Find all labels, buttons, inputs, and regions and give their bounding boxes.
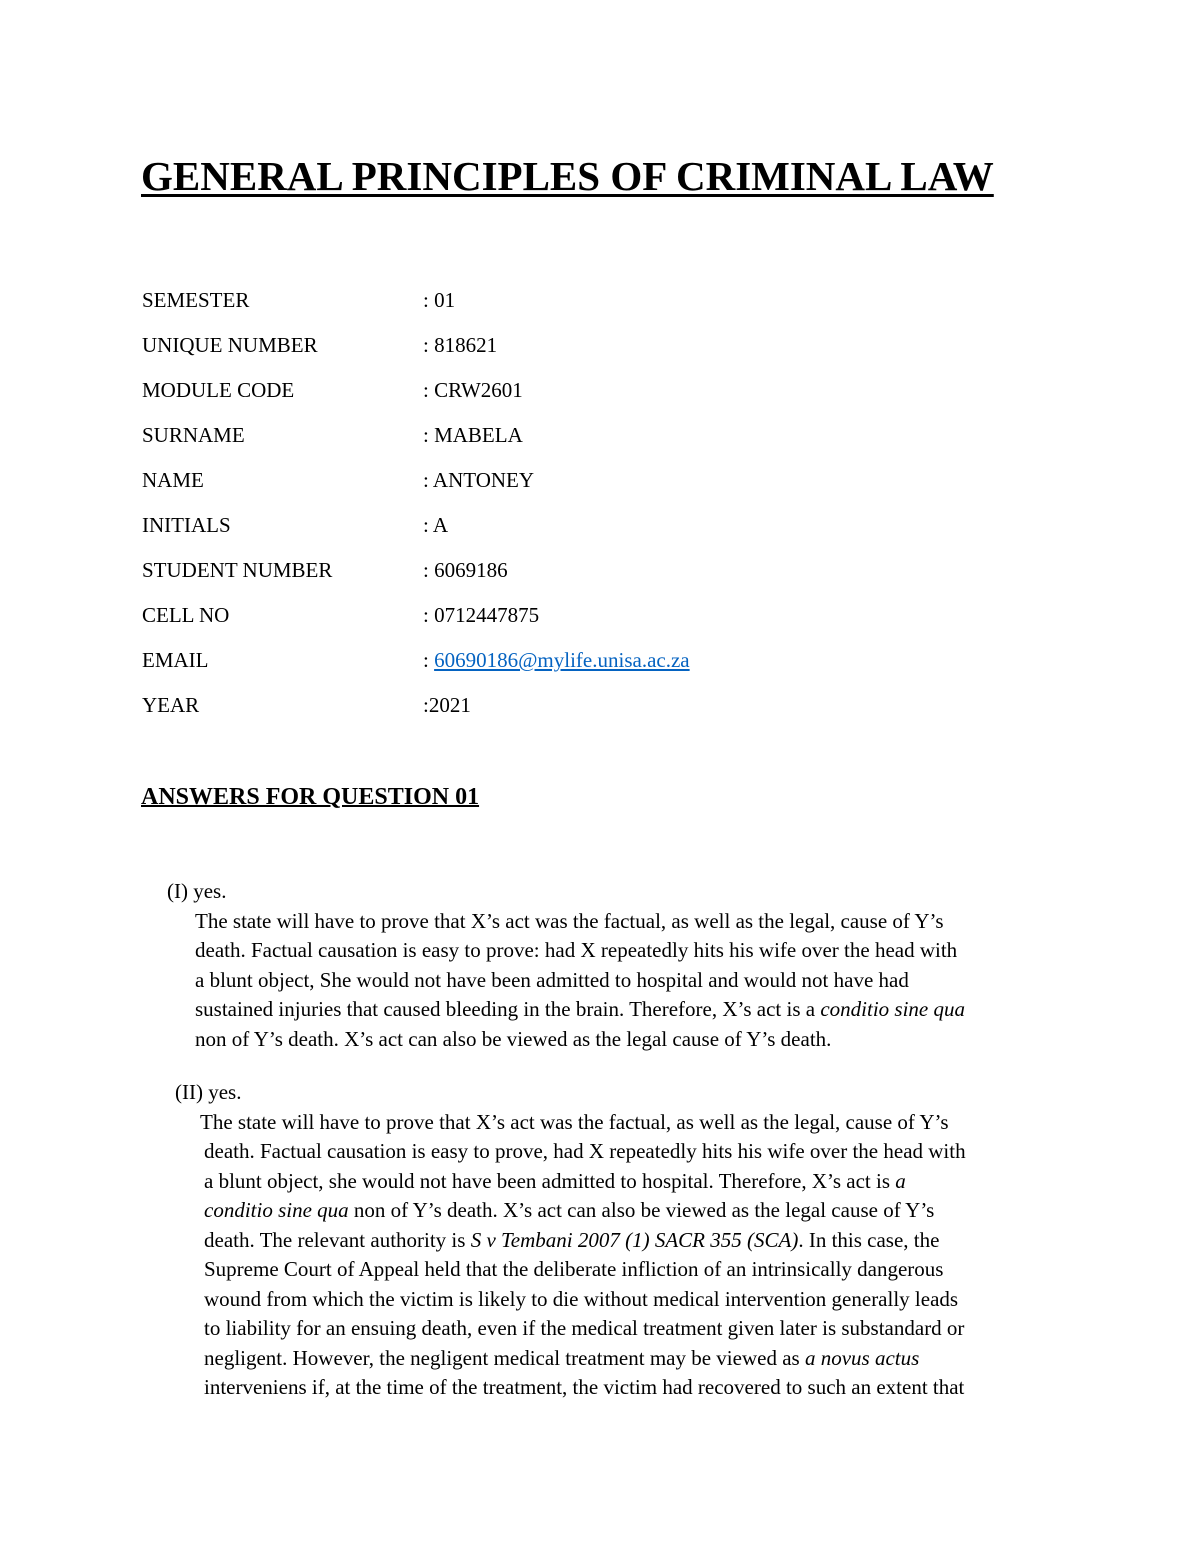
email-prefix: : <box>423 648 435 672</box>
info-value: : 01 <box>423 288 456 312</box>
answer-line <box>200 1226 1070 1256</box>
document-title: GENERAL PRINCIPLES OF CRIMINAL LAW <box>141 153 994 199</box>
info-value: : MABELA <box>423 423 523 447</box>
answer-italic-text: conditio sine qua <box>820 997 965 1021</box>
answer-line: wound from which the victim is likely to die without medical intervention generally leads <box>204 1286 959 1311</box>
answer-line <box>200 1344 1070 1374</box>
answer-italic-text: a novus actus <box>804 1345 920 1370</box>
answer-text: death. The relevant authority is <box>204 1227 471 1252</box>
answer-line: non of Y’s death. X’s act can also be viewed as the legal cause of Y’s death. <box>195 1026 832 1051</box>
info-value: : 6069186 <box>423 558 508 582</box>
answer-item-1 <box>167 877 1067 1054</box>
answer-line <box>200 1167 1070 1197</box>
answer-item-2 <box>175 1078 1070 1403</box>
info-value: : A <box>423 513 449 537</box>
info-label: YEAR <box>142 693 200 717</box>
info-label: STUDENT NUMBER <box>142 558 333 582</box>
answer-line: interveniens if, at the time of the treatment, the victim had recovered to such an extent that <box>204 1375 965 1399</box>
answer-line: The state will have to prove that X’s act was the factual, as well as the legal, cause of Y’s <box>195 908 944 933</box>
answer-text: . In this case, the <box>798 1227 940 1252</box>
info-value: :2021 <box>423 693 471 717</box>
answer-text: negligent. However, the negligent medical treatment may be viewed as <box>204 1345 805 1370</box>
info-label: EMAIL <box>142 648 209 672</box>
info-value <box>423 643 690 677</box>
info-value: : CRW2601 <box>423 378 523 402</box>
answer-line: death. Factual causation is easy to prove: had X repeatedly hits his wife over the head with <box>195 938 958 962</box>
info-value: : 818621 <box>423 333 498 357</box>
answer-line: The state will have to prove that X’s act was the factual, as well as the legal, cause of Y’s <box>200 1109 949 1134</box>
answer-body <box>167 907 1067 1055</box>
answer-line <box>200 1196 1070 1226</box>
info-label: SEMESTER <box>142 288 250 312</box>
info-label: CELL NO <box>142 603 230 627</box>
section-heading: ANSWERS FOR QUESTION 01 <box>141 784 480 810</box>
answer-line: a blunt object, She would not have been admitted to hospital and would not have had <box>195 967 909 992</box>
info-value: : 0712447875 <box>423 603 540 627</box>
answer-italic-text: a <box>895 1168 906 1193</box>
info-value: : ANTONEY <box>423 468 535 492</box>
info-label: MODULE CODE <box>142 378 295 402</box>
answer-line: Supreme Court of Appeal held that the deliberate infliction of an intrinsically dangerous <box>204 1257 944 1281</box>
answer-line <box>195 995 1067 1025</box>
answer-text: a blunt object, she would not have been admitted to hospital. Therefore, X’s act is <box>204 1168 896 1193</box>
answer-text: sustained injuries that caused bleeding in the brain. Therefore, X’s act is a <box>195 997 821 1021</box>
info-label: INITIALS <box>142 513 231 537</box>
answer-text: non of Y’s death. X’s act can also be viewed as the legal cause of Y’s <box>348 1198 935 1222</box>
answer-italic-text: conditio sine qua <box>204 1198 349 1222</box>
answer-marker: (I) yes. <box>167 879 227 903</box>
info-label: UNIQUE NUMBER <box>142 333 318 357</box>
answer-line: to liability for an ensuing death, even if the medical treatment given later is substandard or <box>204 1316 965 1340</box>
email-link[interactable]: 60690186@mylife.unisa.ac.za <box>434 648 690 672</box>
case-citation: S v Tembani 2007 (1) SACR 355 (SCA) <box>470 1227 799 1252</box>
answer-line: death. Factual causation is easy to prove, had X repeatedly hits his wife over the head with <box>204 1139 966 1163</box>
answer-body <box>175 1108 1070 1403</box>
info-label: NAME <box>142 468 204 492</box>
info-label: SURNAME <box>142 423 245 447</box>
answer-marker: (II) yes. <box>175 1080 242 1104</box>
